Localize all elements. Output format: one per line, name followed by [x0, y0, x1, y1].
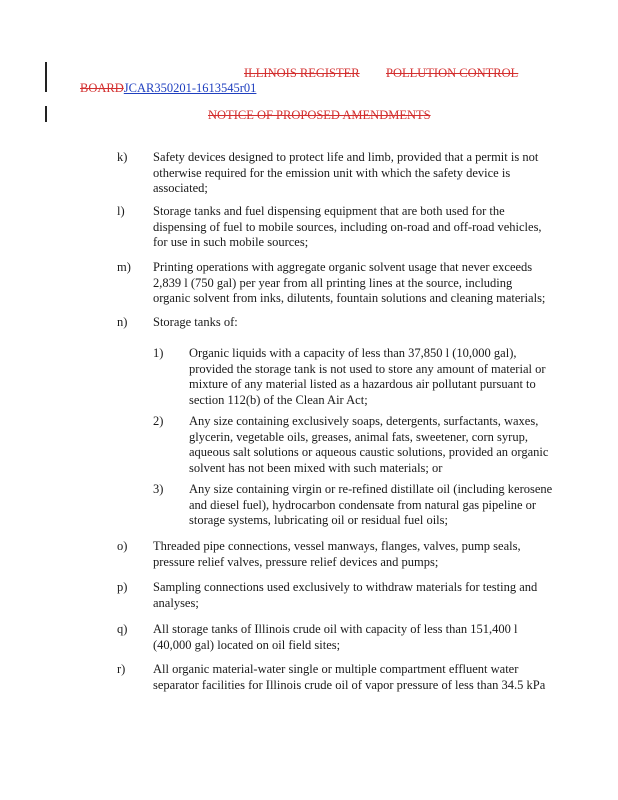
item-label: p) — [117, 580, 128, 594]
board-deleted: BOARD — [80, 81, 124, 95]
item-text: All organic material-water single or multiple compartment effluent water separator facilities for Illinois crude oil of vapor pressure of less than 34.5 kPa — [153, 662, 546, 692]
notice-deleted: NOTICE OF PROPOSED AMENDMENTS — [208, 108, 431, 122]
item-text: Storage tanks of: — [153, 315, 238, 329]
change-bar-notice — [45, 106, 47, 122]
illinois-register-deleted: ILLINOIS REGISTER — [244, 66, 360, 80]
item-text: Storage tanks and fuel dispensing equipment that are both used for the dispensing of fuel to mobile sources, including on-road and off-road vehicles, for use in such mobile sources; — [153, 204, 542, 249]
item-text: Printing operations with aggregate organic solvent usage that never exceeds 2,839 l (750 gal) per year from all printing lines at the source, including organic solvent from inks, dilutents, fountain solutions and cleaning materials; — [153, 260, 546, 305]
item-label: m) — [117, 260, 131, 274]
board-jcar-line — [80, 81, 256, 95]
item-label: r) — [117, 662, 126, 676]
subitem-label: 2) — [153, 414, 164, 428]
subitem-text: Any size containing exclusively soaps, detergents, surfactants, waxes, glycerin, vegetable oils, greases, animal fats, sweetener, corn syrup, aqueous salt solutions or aqueous caustic solutions, provided an organic solvent has not been mixed with such materials; or — [189, 414, 549, 475]
pollution-control-deleted: POLLUTION CONTROL — [386, 66, 519, 80]
item-label: k) — [117, 150, 128, 164]
item-text: Sampling connections used exclusively to withdraw materials for testing and analyses; — [153, 580, 538, 610]
jcar-inserted: JCAR350201-1613545r01 — [123, 81, 257, 95]
change-bar-top — [45, 62, 47, 92]
item-label: l) — [117, 204, 125, 218]
subitem-text: Organic liquids with a capacity of less than 37,850 l (10,000 gal), provided the storage tank is not used to store any amount of material or mixture of any material listed as a hazardous air pollutant pursuant to section 112(b) of the Clean Air Act; — [189, 346, 546, 407]
subitem-label: 3) — [153, 482, 164, 496]
item-text: All storage tanks of Illinois crude oil with capacity of less than 151,400 l (40,000 gal) located on oil field sites; — [153, 622, 518, 652]
item-text: Safety devices designed to protect life and limb, provided that a permit is not otherwise required for the emission unit with which the safety device is associated; — [153, 150, 539, 195]
subitem-label: 1) — [153, 346, 164, 360]
item-label: q) — [117, 622, 128, 636]
item-label: n) — [117, 315, 128, 329]
item-label: o) — [117, 539, 128, 553]
subitem-text: Any size containing virgin or re-refined distillate oil (including kerosene and diesel fuel), hydrocarbon condensate from natural gas pipeline or storage systems, lubricating oil or residual fuel oils; — [189, 482, 553, 527]
item-text: Threaded pipe connections, vessel manways, flanges, valves, pump seals, pressure relief valves, pressure relief devices and pumps; — [153, 539, 521, 569]
